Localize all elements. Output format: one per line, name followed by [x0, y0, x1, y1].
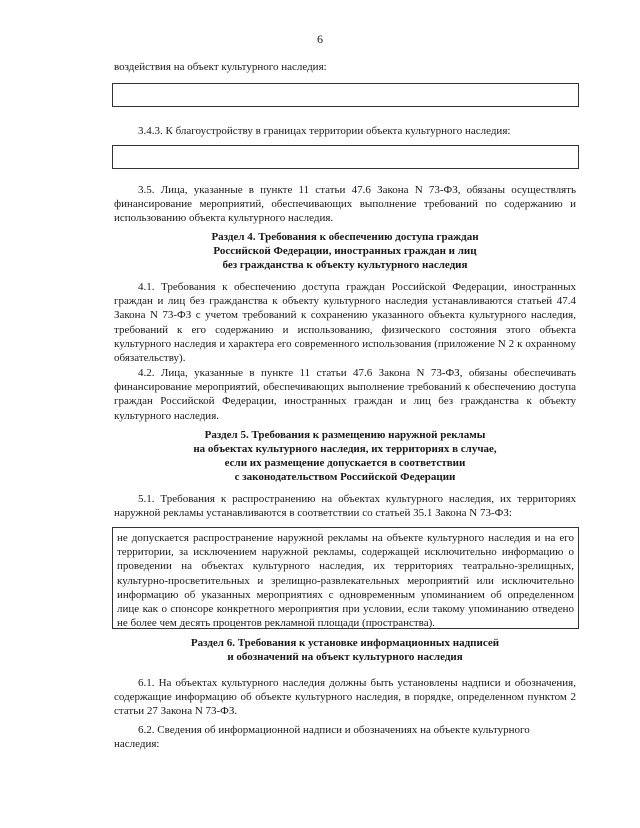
paragraph-6-2: 6.2. Сведения об информационной надписи и обозначениях на объекте культурного наследия:	[114, 724, 530, 751]
section-4-heading-line: без гражданства к объекту культурного наследия	[222, 259, 468, 271]
page-number: 6	[317, 32, 323, 46]
section-5-heading-line: с законодательством Российской Федерации	[234, 471, 456, 483]
paragraph-3-5: 3.5. Лица, указанные в пункте 11 статьи 47.6 Закона N 73-ФЗ, обязаны осуществлять финансирование мероприятий, обеспечивающих выполнение требований по содержанию и использованию объекта культурного наследия.	[114, 184, 576, 225]
paragraph-4-2: 4.2. Лица, указанные в пункте 11 статьи 47.6 Закона N 73-ФЗ, обязаны обеспечивать финансирование мероприятий, обеспечивающих выполнение требований к обеспечению доступа граждан Российской Федерации, иностранных граждан и лиц без гражданства к объекту культурного наследия.	[114, 367, 576, 422]
section-6-heading-line: и обозначений на объект культурного наследия	[227, 651, 463, 663]
paragraph-6-1: 6.1. На объектах культурного наследия должны быть установлены надписи и обозначения, содержащие информацию об объекте культурного наследия, в порядке, определенном пунктом 2 статьи 27 Закона N 73-ФЗ.	[114, 677, 576, 718]
empty-table-box-2	[112, 145, 579, 169]
paragraph-vozdeystviya: воздействия на объект культурного наследия:	[114, 61, 327, 73]
paragraph-4-1: 4.1. Требования к обеспечению доступа граждан Российской Федерации, иностранных граждан и лиц без гражданства к объекту культурного наследия устанавливаются статьей 47.4 Закона N 73-ФЗ с учетом требований к сохранению указанного объекта культурного наследия, требований к его содержанию и использованию, физического состояния этого объекта культурного наследия и характера его современного использования (приложение N 2 к охранному обязательству).	[114, 281, 576, 365]
section-4-heading-line: Раздел 4. Требования к обеспечению доступа граждан	[211, 231, 479, 243]
section-5-heading	[114, 428, 576, 484]
empty-table-box-1	[112, 83, 579, 107]
section-5-heading-line: на объектах культурного наследия, их территориях в случае,	[193, 443, 497, 455]
section-4-heading	[114, 230, 576, 272]
paragraph-5-1: 5.1. Требования к распространению на объектах культурного наследия, их территориях наружной рекламы устанавливаются в соответствии со статьей 35.1 Закона N 73-ФЗ:	[114, 493, 576, 520]
advertising-requirements-box	[112, 527, 579, 629]
section-5-heading-line: Раздел 5. Требования к размещению наружной рекламы	[204, 429, 486, 441]
section-5-heading-line: если их размещение допускается в соответствии	[224, 457, 466, 469]
paragraph-3-4-3: 3.4.3. К благоустройству в границах территории объекта культурного наследия:	[138, 125, 511, 137]
section-6-heading	[114, 636, 576, 664]
section-4-heading-line: Российской Федерации, иностранных граждан и лиц	[213, 245, 477, 257]
section-6-heading-line: Раздел 6. Требования к установке информационных надписей	[190, 637, 500, 649]
advertising-requirements-text: не допускается распространение наружной рекламы на объекте культурного наследия и на его территории, за исключением наружной рекламы, содержащей исключительно информацию о проведении на объектах культурного наследия, их территориях театрально-зрелищных, культурно-просветительных и зрелищно-развлекательных мероприятий или исключительно информацию об указанных мероприятиях с одновременным упоминанием об определенном лице как о спонсоре конкретного мероприятия при условии, если такому упоминанию отведено не более чем десять процентов рекламной площади (пространства).	[117, 532, 574, 630]
